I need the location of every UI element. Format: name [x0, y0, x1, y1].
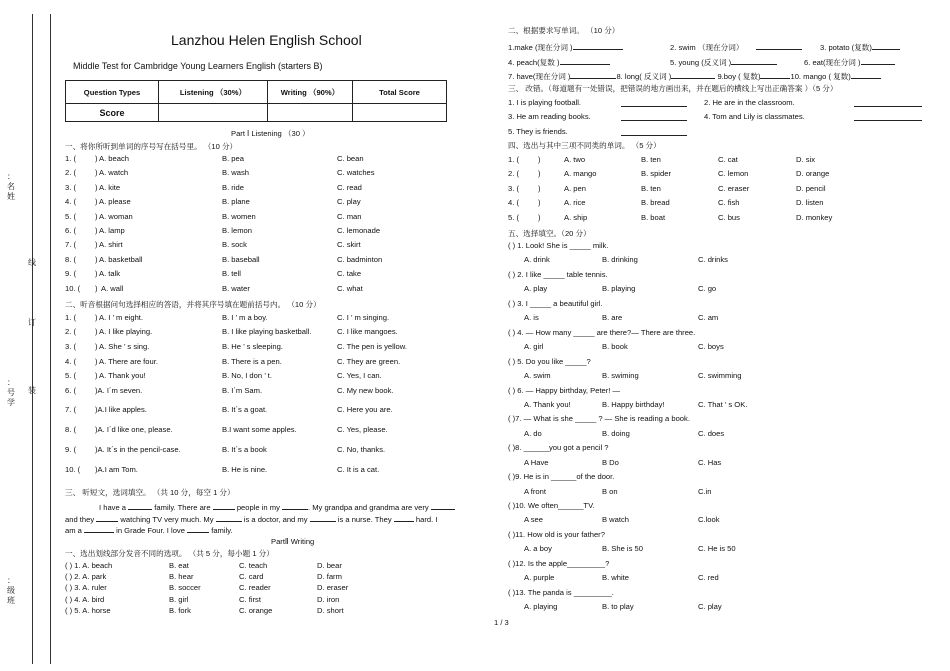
item-number: 2. ( — [65, 168, 76, 178]
option-d[interactable]: D. listen — [796, 198, 824, 208]
answer-paren-close: ) — [538, 155, 541, 164]
option-a[interactable]: A. playing — [524, 602, 558, 612]
item-number: 6. ( — [65, 226, 76, 235]
r-sec2-title: 二、根据要求写单词。 （10 分） — [508, 26, 620, 35]
answer-paren-close: ) — [95, 154, 98, 163]
option-b[interactable]: B. ten — [641, 183, 661, 193]
question-text: ( )12. Is the apple_________? — [508, 558, 610, 568]
option-b[interactable]: B. bread — [641, 198, 670, 208]
option-b[interactable]: B. white — [602, 573, 630, 583]
answer-paren-close: ) — [95, 182, 98, 192]
passage-blank[interactable] — [394, 513, 414, 522]
option-b[interactable]: B.I want some apples. — [222, 425, 297, 434]
option-c[interactable]: C. read — [337, 182, 362, 192]
item-number: 2. ( — [508, 169, 519, 179]
option-c[interactable]: C. play — [337, 197, 361, 207]
option-c[interactable]: C. play — [698, 602, 722, 612]
r-sec5-title: 五、选择填空。（20 分） — [508, 229, 591, 238]
option-a[interactable]: A. girl — [524, 342, 544, 351]
option-a[interactable]: A. please — [99, 197, 131, 207]
answer-paren-close: ) — [95, 226, 98, 235]
item-number: 7. ( — [65, 240, 76, 250]
option-b[interactable]: B watch — [602, 515, 630, 525]
item-number: 1. ( — [65, 313, 76, 322]
option-a[interactable]: A. rice — [564, 198, 586, 208]
question-text: ( ) 6. — Happy birthday, Peter! — — [508, 385, 621, 395]
item-number: 3. ( — [65, 182, 76, 192]
word-blank[interactable] — [851, 70, 881, 79]
binding-label-char: ： — [7, 172, 15, 181]
answer-paren-close: ) — [95, 371, 98, 380]
word-blank[interactable] — [573, 41, 623, 50]
answer-line[interactable] — [854, 112, 922, 121]
option-c[interactable]: C. bean — [337, 154, 364, 163]
item-number: 4. ( — [65, 197, 76, 207]
option-a[interactable]: A. a boy — [524, 544, 552, 554]
option-b[interactable]: B. ride — [222, 182, 244, 192]
option-a[interactable]: A. I ’ m eight. — [99, 313, 144, 322]
binding-label-char: 号 — [7, 388, 15, 397]
option-b[interactable]: B. hear — [169, 572, 194, 582]
option-b[interactable]: B. playing — [602, 284, 636, 294]
option-a[interactable]: A. play — [524, 284, 548, 294]
passage-blank[interactable] — [213, 501, 235, 510]
item-number: 7. ( — [65, 405, 76, 414]
option-a[interactable]: ( ) 2. A. park — [65, 572, 107, 582]
option-c[interactable]: C. That ’ s OK. — [698, 399, 748, 409]
passage-line-1: I have a family. There are people in my . My grandpa and grandma are very — [99, 501, 455, 512]
binding-label-char: 班 — [7, 596, 15, 605]
passage-blank[interactable] — [96, 513, 118, 522]
option-a[interactable]: A. pen — [564, 183, 586, 193]
option-c[interactable]: C. badminton — [337, 254, 383, 264]
passage-line-3: am a in Grade Four. I love family. — [65, 526, 233, 535]
option-a[interactable]: )A. I΄d like one, please. — [95, 425, 173, 434]
item-number: 6. ( — [65, 386, 76, 395]
option-d[interactable]: D. iron — [317, 594, 340, 604]
answer-paren-close: ) — [538, 212, 541, 222]
answer-paren-close: ) — [538, 183, 541, 193]
option-c[interactable]: C. orange — [239, 605, 273, 615]
option-a[interactable]: A. is — [524, 313, 539, 323]
r-sec2-row1: 1.make (现在分词 ) — [508, 41, 623, 53]
option-c[interactable]: C. Yes, please. — [337, 425, 388, 434]
item-number: 8. ( — [65, 254, 76, 264]
item-number: 4. ( — [508, 198, 519, 208]
option-c[interactable]: C. He is 50 — [698, 544, 736, 554]
answer-paren-close: ) — [95, 357, 98, 366]
option-c[interactable]: C. first — [239, 594, 261, 604]
sec2-title: 二、听音根据问句选择相应的答语，并将其序号填在题前括号内。 （10 分） — [65, 300, 321, 309]
option-a[interactable]: A. purple — [524, 573, 555, 583]
question-text: ( ) 1. Look! She is _____ milk. — [508, 241, 609, 250]
item-number: 8. ( — [65, 425, 76, 434]
option-c[interactable]: C. boys — [698, 342, 724, 351]
question-text: ( )9. He is in ______of the door. — [508, 472, 615, 482]
item-number: 10. ( — [65, 465, 81, 474]
option-c[interactable]: C. man — [337, 211, 362, 221]
score-label: Score — [66, 104, 159, 122]
option-b[interactable]: B. He ’ s sleeping. — [222, 342, 283, 351]
option-c[interactable]: C. teach — [239, 561, 268, 570]
option-a[interactable]: A. She ’ s sing. — [99, 342, 150, 351]
word-blank[interactable] — [861, 56, 895, 65]
option-b[interactable]: B on — [602, 486, 618, 496]
listening-score-cell[interactable] — [159, 104, 268, 122]
option-c[interactable]: C. No, thanks. — [337, 445, 386, 454]
question-text: ( )10. We often______TV. — [508, 501, 595, 511]
option-b[interactable]: B. girl — [169, 594, 189, 604]
option-b[interactable]: B. It΄s a book — [222, 445, 267, 454]
option-b[interactable]: B. drinking — [602, 255, 638, 265]
r-sec2-row3: 7. have(现在分词 ) 8. long( 反义词 ) 9.boy ( 复数) 10. mango ( 复数) — [508, 70, 881, 82]
binding-line-outer — [32, 14, 33, 664]
option-d[interactable]: D. orange — [796, 169, 830, 179]
score-table — [65, 80, 447, 122]
passage-blank[interactable] — [431, 501, 455, 510]
r-sec2-row1-c: 3. potato (复数) — [820, 41, 900, 53]
option-a[interactable]: A. kite — [99, 182, 121, 192]
page-number: 1 / 3 — [494, 618, 509, 627]
header-writing: Writing （90%） — [268, 81, 353, 104]
option-b[interactable]: B. fork — [169, 605, 191, 615]
option-a[interactable]: A Have — [524, 457, 549, 467]
option-a[interactable]: A. wall — [101, 283, 124, 293]
option-d[interactable]: D. eraser — [317, 583, 349, 593]
r-sec3-title: 三、 改错。（每道题有一处错误，把错误的地方画出来，并在题后的横线上写出正确答案 ）（5 分） — [508, 84, 838, 93]
answer-paren-close: ) — [95, 313, 98, 322]
option-a[interactable]: A. do — [524, 428, 542, 438]
answer-line[interactable] — [621, 112, 687, 121]
option-b[interactable]: B. wash — [222, 168, 250, 178]
passage-line-2: and they watching TV very much. My is a doctor, and my is a nurse. They hard. I — [65, 515, 438, 524]
word-blank[interactable] — [872, 41, 900, 50]
option-b[interactable]: B. I like playing basketball. — [222, 327, 312, 336]
r-sec4-title: 四、选出与其中三项不同类的单词。 （5 分） — [508, 141, 661, 150]
option-c[interactable]: C. card — [239, 572, 264, 582]
school-title: Lanzhou Helen English School — [171, 32, 362, 48]
binding-label-char: 装 — [28, 386, 36, 395]
option-c[interactable]: C. lemon — [718, 169, 749, 179]
option-c[interactable]: C. red — [698, 573, 719, 583]
answer-paren-close: ) — [95, 342, 98, 351]
option-c[interactable]: C. take — [337, 269, 362, 279]
option-c[interactable]: C. My new book. — [337, 386, 394, 395]
option-c[interactable]: C. I ’ m singing. — [337, 313, 390, 322]
option-a[interactable]: A. watch — [99, 168, 129, 178]
passage-blank[interactable] — [84, 524, 114, 533]
option-b[interactable]: B. lemon — [222, 226, 252, 235]
correction-sentence: 4. Tom and Lily is classmates. — [704, 112, 805, 122]
writing-score-cell[interactable] — [268, 104, 353, 122]
option-d[interactable]: D. six — [796, 155, 815, 164]
option-c[interactable]: C. I like mangoes. — [337, 327, 398, 336]
option-b[interactable]: B. tell — [222, 269, 241, 279]
option-b[interactable]: B. spider — [641, 169, 671, 179]
option-b[interactable]: B. boat — [641, 212, 666, 222]
option-b[interactable]: B Do — [602, 457, 619, 467]
item-number: 5. ( — [65, 371, 76, 380]
question-text: ( )13. The panda is _________. — [508, 587, 614, 597]
option-b[interactable]: B. plane — [222, 197, 250, 207]
option-c[interactable]: C.in — [698, 486, 712, 496]
header-listening: Listening （30%） — [159, 81, 268, 104]
option-b[interactable]: B. I ’ m a boy. — [222, 313, 268, 322]
item-number: 9. ( — [65, 269, 76, 279]
option-c[interactable]: C. bus — [718, 212, 740, 222]
question-text: ( ) 4. — How many _____ are there?— There are three. — [508, 327, 696, 337]
option-a[interactable]: A. swim — [524, 370, 551, 380]
option-d[interactable]: D. monkey — [796, 212, 833, 222]
passage-blank[interactable] — [128, 501, 152, 510]
option-c[interactable]: C. what — [337, 283, 363, 293]
binding-label-char: ： — [7, 378, 15, 387]
item-number: 10. ( — [65, 283, 81, 293]
option-c[interactable]: C. It is a cat. — [337, 465, 380, 474]
question-text: ( )8. ______you got a pencil ? — [508, 443, 609, 453]
option-c[interactable]: C. swimming — [698, 370, 742, 380]
option-a[interactable]: ( ) 3. A. ruler — [65, 583, 107, 593]
part1-title: Part Ⅰ Listening （30 ） — [231, 129, 310, 138]
item-number: 3. ( — [65, 342, 76, 351]
option-a[interactable]: A. Thank you! — [524, 399, 571, 409]
option-a[interactable]: A. shirt — [99, 240, 123, 250]
answer-line[interactable] — [621, 127, 687, 136]
option-c[interactable]: C.look — [698, 515, 720, 525]
word-blank[interactable] — [760, 70, 790, 79]
option-a[interactable]: ( ) 4. A. bird — [65, 594, 105, 604]
item-number: 1. ( — [508, 155, 519, 164]
option-a[interactable]: )A. It΄s in the pencil-case. — [95, 445, 181, 454]
answer-paren-close: ) — [95, 269, 98, 279]
question-text: ( )7. — What is she _____ ? — She is reading a book. — [508, 414, 690, 424]
option-b[interactable]: B. She is 50 — [602, 544, 643, 554]
correction-sentence: 2. He are in the classroom. — [704, 98, 795, 107]
binding-label-char: 级 — [7, 586, 15, 595]
option-b[interactable]: B. soccer — [169, 583, 201, 593]
option-b[interactable]: B. pea — [222, 154, 244, 163]
r-sec2-row1-b: 2. swim （现在分词） — [670, 41, 802, 53]
part2-title: PartⅡ Writing — [271, 537, 315, 546]
question-text: ( )11. How old is your father? — [508, 530, 605, 539]
option-c[interactable]: C. watches — [337, 168, 375, 178]
option-a[interactable]: A. mango — [564, 169, 597, 179]
answer-paren-close: ) — [95, 254, 98, 264]
passage-blank[interactable] — [216, 513, 242, 522]
correction-sentence: 5. They is friends. — [508, 126, 568, 136]
option-c[interactable]: C. fish — [718, 198, 740, 208]
option-c[interactable]: C. go — [698, 284, 717, 294]
option-b[interactable]: B. There is a pen. — [222, 357, 282, 366]
option-a[interactable]: A. I like playing. — [99, 327, 153, 336]
item-number: 9. ( — [65, 445, 76, 454]
passage-blank[interactable] — [310, 513, 336, 522]
option-b[interactable]: B. are — [602, 313, 623, 323]
binding-label-char: 名 — [7, 182, 15, 191]
sec3-title: 三、 听短文，选词填空。 （共 10 分，每空 1 分） — [65, 488, 235, 497]
question-text: ( ) 5. Do you like _____? — [508, 356, 591, 366]
option-b[interactable]: B. eat — [169, 561, 189, 570]
option-b[interactable]: B. No, I don ’ t. — [222, 371, 272, 380]
option-c[interactable]: C. lemonade — [337, 226, 381, 235]
option-c[interactable]: C. am — [698, 313, 719, 323]
answer-paren-close: ) — [95, 240, 98, 250]
question-text: ( ) 3. I _____ a beautiful girl. — [508, 298, 603, 308]
answer-paren-close: ) — [538, 198, 541, 208]
word-blank[interactable] — [756, 41, 802, 50]
sec1-title: 一、将你所听到单词的序号写在括号里。 （10 分） — [65, 142, 238, 151]
option-d[interactable]: D. pencil — [796, 183, 826, 193]
header-question-types: Question Types — [66, 81, 159, 104]
option-c[interactable]: C. They are green. — [337, 357, 401, 366]
word-blank[interactable] — [570, 70, 616, 79]
option-b[interactable]: B. I΄m Sam. — [222, 386, 263, 395]
answer-paren-close: ) — [95, 283, 98, 293]
option-a[interactable]: A. ship — [564, 212, 588, 222]
option-b[interactable]: B. It΄s a goat. — [222, 405, 268, 414]
option-a[interactable]: A. basketball — [99, 254, 143, 264]
binding-label-char: 订 — [28, 318, 36, 327]
r-sec2-row2-b: 5. young (反义词 ) — [670, 56, 777, 68]
option-a[interactable]: A. beach — [99, 154, 129, 163]
correction-sentence: 3. He am reading books. — [508, 112, 591, 122]
option-b[interactable]: B. ten — [641, 155, 661, 164]
word-blank[interactable] — [671, 70, 715, 79]
item-number: 1. ( — [65, 154, 76, 163]
option-c[interactable]: C. reader — [239, 583, 271, 593]
word-blank[interactable] — [731, 56, 777, 65]
item-number: 4. ( — [65, 357, 76, 366]
option-b[interactable]: B. Happy birthday! — [602, 399, 665, 409]
option-a[interactable]: A see — [524, 515, 543, 525]
option-c[interactable]: C. does — [698, 428, 725, 438]
option-a[interactable]: )A. I΄m seven. — [95, 386, 143, 395]
option-b[interactable]: B. book — [602, 342, 628, 351]
option-c[interactable]: C. Here you are. — [337, 405, 393, 414]
option-b[interactable]: B. doing — [602, 428, 630, 438]
binding-label-char: 线 — [28, 258, 36, 267]
answer-paren-close: ) — [538, 169, 541, 179]
answer-paren-close: ) — [95, 168, 98, 178]
r-sec2-row2: 4. peach(复数 ) — [508, 56, 610, 68]
w-sec1-title: 一、选出划线部分发音不同的选项。 （共 5 分，每小题 1 分） — [65, 549, 274, 558]
passage-blank[interactable] — [282, 501, 308, 510]
option-d[interactable]: D. bear — [317, 561, 342, 570]
item-number: 5. ( — [508, 212, 519, 222]
option-c[interactable]: C. skirt — [337, 240, 361, 250]
option-a[interactable]: A. talk — [99, 269, 121, 279]
binding-line-inner — [50, 14, 51, 664]
option-c[interactable]: C. cat — [718, 155, 738, 164]
option-a[interactable]: A. drink — [524, 255, 550, 265]
total-score-cell[interactable] — [353, 104, 447, 122]
answer-paren-close: ) — [95, 211, 98, 221]
option-b[interactable]: B. swiming — [602, 370, 639, 380]
word-blank[interactable] — [560, 56, 610, 65]
item-number: 3. ( — [508, 183, 519, 193]
option-a[interactable]: A. There are four. — [99, 357, 158, 366]
test-subtitle: Middle Test for Cambridge Young Learners English (starters B) — [73, 61, 323, 71]
option-a[interactable]: A front — [524, 486, 546, 496]
answer-line[interactable] — [854, 98, 922, 107]
binding-label-char: 学 — [7, 398, 15, 407]
correction-sentence: 1. I is playing football. — [508, 98, 582, 107]
answer-paren-close: ) — [95, 197, 98, 207]
question-text: ( ) 2. I like _____ table tennis. — [508, 269, 608, 279]
option-b[interactable]: B. to play — [602, 602, 634, 612]
option-c[interactable]: C. Has — [698, 457, 722, 467]
option-b[interactable]: B. sock — [222, 240, 247, 250]
option-b[interactable]: B. He is nine. — [222, 465, 268, 474]
header-total-score: Total Score — [353, 81, 447, 104]
answer-paren-close: ) — [95, 327, 98, 336]
option-c[interactable]: C. The pen is yellow. — [337, 342, 407, 351]
r-sec2-row2-c: 6. eat(现在分词 ) — [804, 56, 895, 68]
option-d[interactable]: D. short — [317, 605, 344, 615]
option-c[interactable]: C. drinks — [698, 255, 728, 265]
passage-blank[interactable] — [187, 524, 209, 533]
option-b[interactable]: B. water — [222, 283, 250, 293]
option-b[interactable]: B. baseball — [222, 254, 260, 264]
option-a[interactable]: ( ) 1. A. beach — [65, 561, 113, 570]
item-number: 2. ( — [65, 327, 76, 336]
binding-label-char: 姓 — [7, 192, 15, 201]
binding-label-char: ： — [7, 576, 15, 585]
option-a[interactable]: )A.I like apples. — [95, 405, 147, 414]
option-a[interactable]: A. lamp — [99, 226, 125, 235]
answer-line[interactable] — [621, 98, 687, 107]
option-a[interactable]: )A.I am Tom. — [95, 465, 138, 474]
option-a[interactable]: A. two — [564, 155, 586, 164]
option-a[interactable]: A. Thank you! — [99, 371, 146, 380]
option-c[interactable]: C. eraser — [718, 183, 750, 193]
option-a[interactable]: A. woman — [99, 211, 133, 221]
option-c[interactable]: C. Yes, I can. — [337, 371, 382, 380]
option-d[interactable]: D. farm — [317, 572, 342, 582]
item-number: 5. ( — [65, 211, 76, 221]
option-a[interactable]: ( ) 5. A. horse — [65, 605, 111, 615]
option-b[interactable]: B. women — [222, 211, 256, 221]
